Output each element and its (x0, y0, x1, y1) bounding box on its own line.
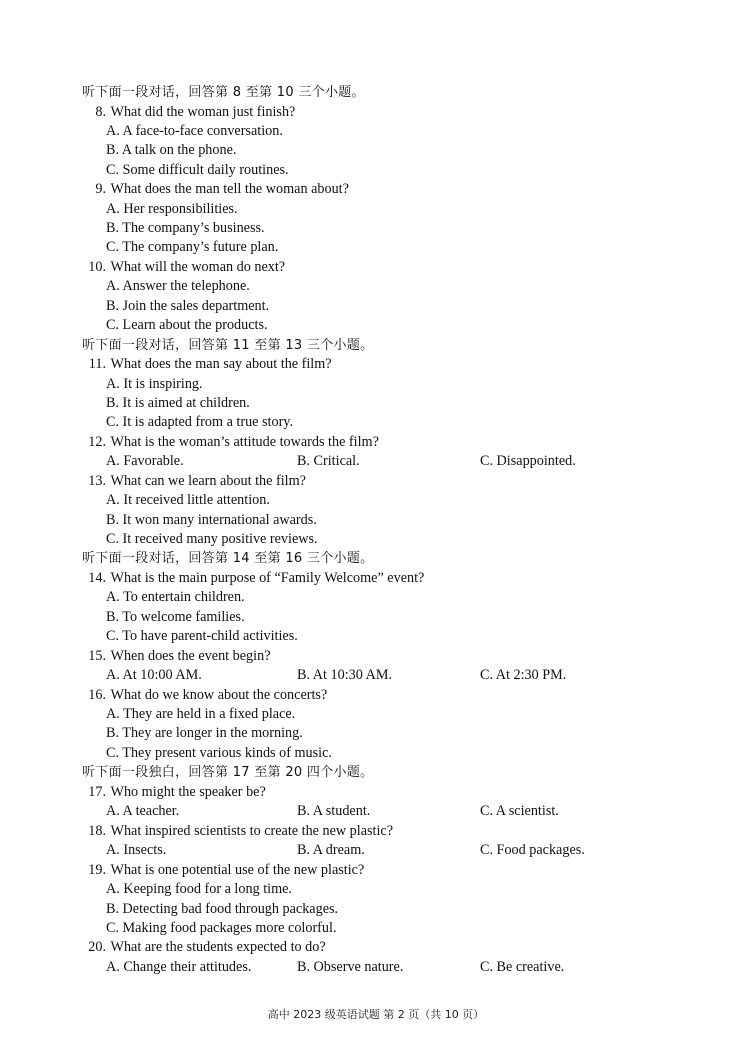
question-number: 11. (88, 356, 106, 373)
option-a: A. Change their attitudes. (106, 958, 252, 975)
option-a: A. They are held in a fixed place. (106, 706, 296, 723)
option-a: A. Answer the telephone. (106, 278, 250, 295)
option-a: A. Favorable. (106, 453, 184, 470)
question-number: 19. (88, 861, 106, 878)
question-number: 15. (88, 647, 106, 664)
question-number: 18. (88, 822, 106, 839)
question-stem: What will the woman do next? (110, 258, 286, 275)
page-footer: 高中 2023 级英语试题 第 2 页（共 10 页） (267, 1008, 485, 1021)
question-stem: What are the students expected to do? (110, 939, 326, 956)
option-b: B. Detecting bad food through packages. (106, 900, 339, 917)
question-number: 13. (88, 472, 106, 489)
question-stem: What is the woman’s attitude towards the film? (110, 433, 379, 450)
option-a: A. Insects. (106, 842, 167, 859)
question-number: 12. (88, 433, 106, 450)
question-stem: What does the man tell the woman about? (110, 181, 349, 198)
option-b: B. They are longer in the morning. (106, 725, 303, 742)
option-b: B. The company’s business. (106, 220, 265, 237)
option-c: C. Food packages. (480, 842, 585, 859)
question-stem: Who might the speaker be? (110, 783, 266, 800)
question-20 (82, 938, 722, 958)
question-8 (82, 103, 722, 123)
option-c: C. It is adapted from a true story. (106, 414, 294, 431)
option-c: C. The company’s future plan. (106, 239, 279, 256)
question-stem: What did the woman just finish? (110, 103, 296, 120)
option-a: A. To entertain children. (106, 589, 245, 606)
question-11 (82, 355, 722, 375)
option-b: B. A student. (297, 803, 371, 820)
option-c: C. Be creative. (480, 958, 565, 975)
question-stem: What can we learn about the film? (110, 472, 306, 489)
options-row (82, 452, 722, 472)
option-b: B. Critical. (297, 453, 360, 470)
question-19 (82, 861, 722, 881)
question-number: 16. (88, 686, 106, 703)
listening-questions (82, 83, 722, 977)
option-b: B. It is aimed at children. (106, 394, 250, 411)
option-c: C. They present various kinds of music. (106, 744, 332, 761)
option-b: B. Join the sales department. (106, 297, 270, 314)
question-stem: What does the man say about the film? (110, 356, 332, 373)
question-17 (82, 783, 722, 803)
option-b: B. To welcome families. (106, 608, 245, 625)
option-c: C. To have parent-child activities. (106, 628, 298, 645)
option-c: C. Learn about the products. (106, 317, 268, 334)
option-b: B. At 10:30 AM. (297, 667, 392, 684)
option-c: C. Making food packages more colorful. (106, 919, 337, 936)
option-a: A. At 10:00 AM. (106, 667, 202, 684)
section-instruction-4: 听下面一段独白，回答第 17 至第 20 四个小题。 (82, 765, 374, 781)
question-15 (82, 647, 722, 667)
option-c: C. Disappointed. (480, 453, 576, 470)
options-row (82, 666, 722, 686)
question-stem: When does the event begin? (110, 647, 271, 664)
question-number: 14. (88, 569, 106, 586)
option-c: C. At 2:30 PM. (480, 667, 567, 684)
option-c: C. A scientist. (480, 803, 559, 820)
question-18 (82, 822, 722, 842)
option-a: A. A teacher. (106, 803, 180, 820)
question-number: 20. (88, 939, 106, 956)
question-stem: What is the main purpose of “Family Welcome” event? (110, 569, 425, 586)
question-number: 17. (88, 783, 106, 800)
option-c: C. Some difficult daily routines. (106, 161, 289, 178)
options-row (82, 958, 722, 978)
option-a: A. A face-to-face conversation. (106, 123, 283, 139)
option-a: A. Keeping food for a long time. (106, 881, 292, 898)
question-13 (82, 472, 722, 492)
question-10 (82, 258, 722, 278)
question-number: 8. (95, 103, 106, 120)
option-a: A. It is inspiring. (106, 375, 203, 392)
option-b: B. A dream. (297, 842, 365, 859)
option-a: A. Her responsibilities. (106, 200, 238, 217)
question-number: 9. (95, 181, 106, 198)
question-16 (82, 686, 722, 706)
option-a: A. It received little attention. (106, 492, 270, 509)
question-stem: What do we know about the concerts? (110, 686, 328, 703)
options-row (82, 802, 722, 822)
option-b: B. A talk on the phone. (106, 142, 237, 159)
option-b: B. Observe nature. (297, 958, 404, 975)
question-stem: What is one potential use of the new plastic? (110, 861, 365, 878)
option-c: C. It received many positive reviews. (106, 530, 318, 547)
options-row (82, 841, 722, 861)
section-instruction-2: 听下面一段对话，回答第 11 至第 13 三个小题。 (82, 337, 374, 353)
section-instruction-3: 听下面一段对话，回答第 14 至第 16 三个小题。 (82, 551, 374, 567)
question-12 (82, 433, 722, 453)
question-number: 10. (88, 258, 106, 275)
option-b: B. It won many international awards. (106, 511, 317, 528)
question-stem: What inspired scientists to create the new plastic? (110, 822, 394, 839)
question-9 (82, 180, 722, 200)
question-14 (82, 569, 722, 589)
section-instruction-1: 听下面一段对话，回答第 8 至第 10 三个小题。 (82, 85, 365, 100)
